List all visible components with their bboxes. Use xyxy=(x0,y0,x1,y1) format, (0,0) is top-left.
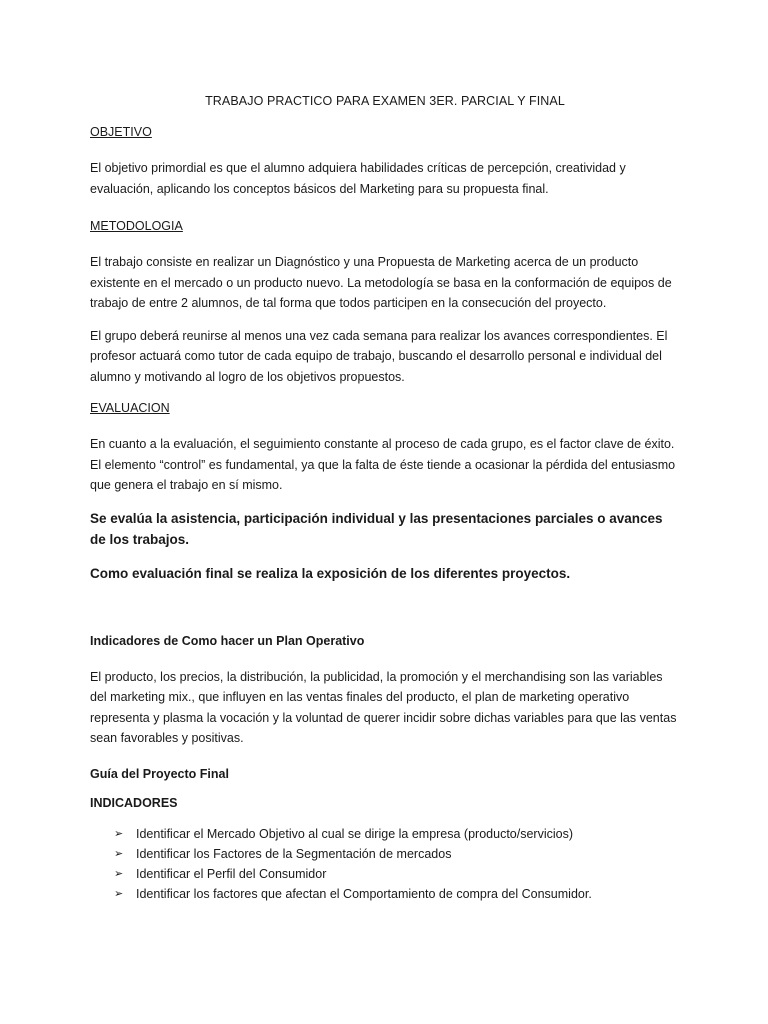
evaluacion-heading: EVALUACION xyxy=(90,401,170,415)
arrow-bullet-icon: ➢ xyxy=(114,847,124,860)
list-item-text: Identificar los factores que afectan el Comportamiento de compra del Consumidor. xyxy=(136,886,592,901)
objetivo-heading: OBJETIVO xyxy=(90,125,152,139)
list-item-text: Identificar el Mercado Objetivo al cual se dirige la empresa (producto/servicios) xyxy=(136,826,573,841)
indicadores-heading: INDICADORES xyxy=(90,795,178,810)
arrow-bullet-icon: ➢ xyxy=(114,887,124,900)
list-item-text: Identificar los Factores de la Segmentación de mercados xyxy=(136,846,452,861)
list-item-text: Identificar el Perfil del Consumidor xyxy=(136,866,327,881)
section-spacer xyxy=(90,597,680,634)
indicadores-list xyxy=(90,824,680,904)
document-title: TRABAJO PRACTICO PARA EXAMEN 3ER. PARCIAL Y FINAL xyxy=(205,94,565,108)
guia-heading: Guía del Proyecto Final xyxy=(90,766,229,781)
arrow-bullet-icon: ➢ xyxy=(114,827,124,840)
arrow-bullet-icon: ➢ xyxy=(114,867,124,880)
plan-operativo-heading: Indicadores de Como hacer un Plan Operativo xyxy=(90,633,365,648)
list-item xyxy=(114,864,680,884)
list-item xyxy=(114,844,680,864)
list-item xyxy=(114,824,680,844)
evaluacion-paragraph: En cuanto a la evaluación, el seguimiento constante al proceso de cada grupo, es el factor clave de éxito. El elemento “control” es fundamental, ya que la falta de éste tiende a ocasionar la pérdida del entusiasmo que genera el trabajo en sí mismo. xyxy=(90,437,676,492)
metodologia-paragraph-2: El grupo deberá reunirse al menos una vez cada semana para realizar los avances correspondientes. El profesor actuará como tutor de cada equipo de trabajo, buscando el desarrollo personal e individual del alumno y motivando al logro de los objetivos propuestos. xyxy=(90,328,668,384)
metodologia-heading: METODOLOGIA xyxy=(90,219,183,233)
evaluacion-bold-statement-2: Como evaluación final se realiza la exposición de los diferentes proyectos. xyxy=(90,565,571,581)
evaluacion-bold-statement-1: Se evalúa la asistencia, participación individual y las presentaciones parciales o avances de los trabajos. xyxy=(90,510,663,547)
list-item xyxy=(114,884,680,904)
plan-operativo-paragraph: El producto, los precios, la distribución, la publicidad, la promoción y el merchandising son las variables del marketing mix., que influyen en las ventas finales del producto, el plan de marketing operativo representa y plasma la vocación y la voluntad de querer incidir sobre dichas variables para que las ventas sean favorables y positivas. xyxy=(90,669,677,745)
objetivo-paragraph: El objetivo primordial es que el alumno adquiera habilidades críticas de percepción, creatividad y evaluación, aplicando los conceptos básicos del Marketing para su propuesta final. xyxy=(90,161,626,196)
metodologia-paragraph-1: El trabajo consiste en realizar un Diagnóstico y una Propuesta de Marketing acerca de un producto existente en el mercado o un producto nuevo. La metodología se basa en la conformación de equipos de trabajo de entre 2 alumnos, de tal forma que todos participen en la consecución del proyecto. xyxy=(90,255,672,310)
